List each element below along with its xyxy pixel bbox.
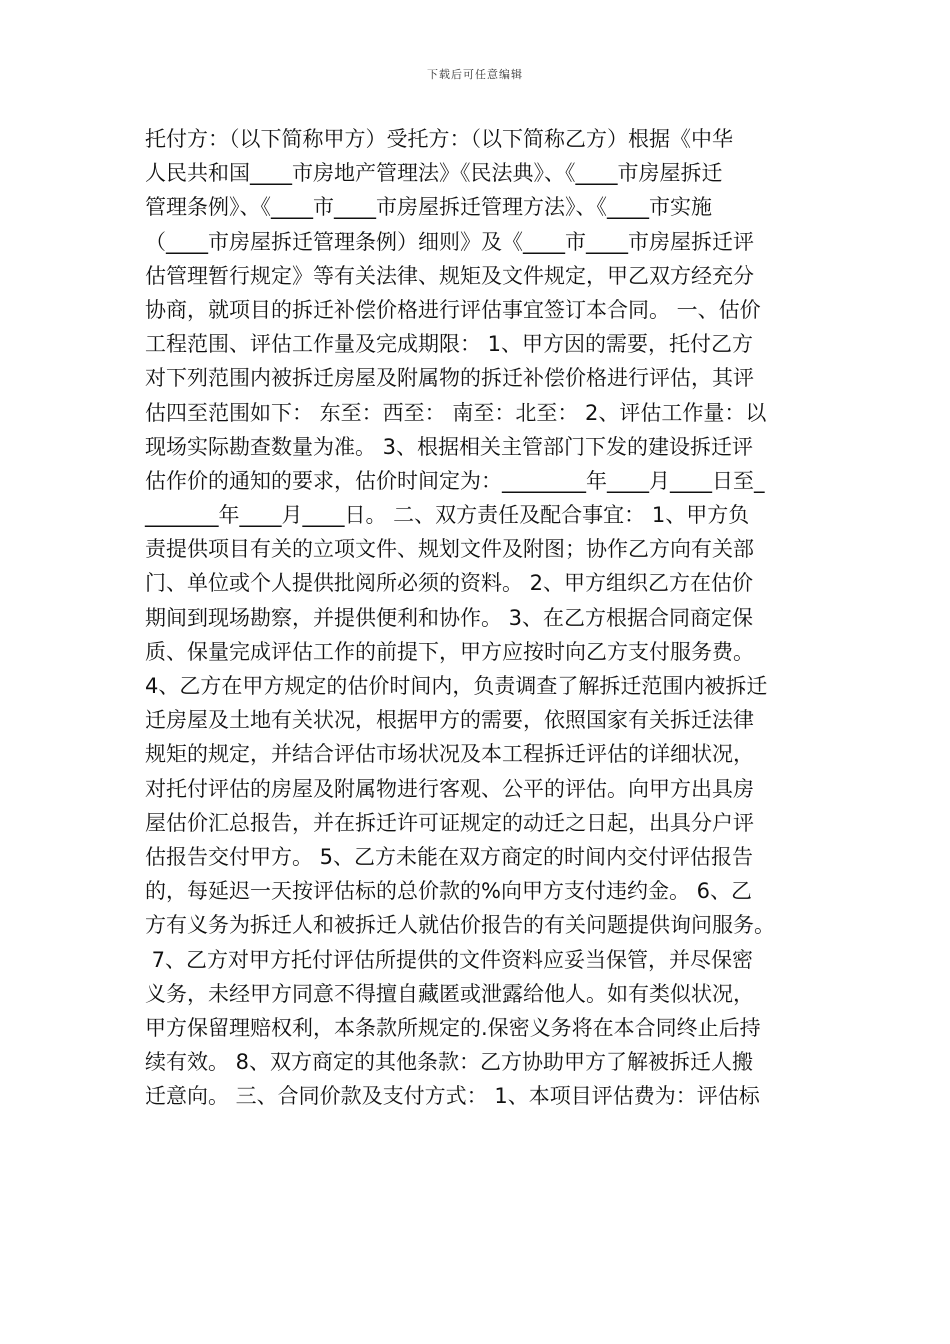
text-line: 对托付评估的房屋及附属物进行客观、公平的评估。向甲方出具房 bbox=[145, 776, 754, 801]
text-line: 7、乙方对甲方托付评估所提供的文件资料应妥当保管，并尽保密 bbox=[145, 947, 754, 972]
text-line: 估四至范围如下： 东至：西至： 南至：北至： 2、评估工作量：以 bbox=[145, 400, 767, 425]
text-line: 估管理暂行规定》等有关法律、规矩及文件规定，甲乙双方经充分 bbox=[145, 263, 754, 288]
text-line: 迁房屋及土地有关状况，根据甲方的需要，依照国家有关拆迁法律 bbox=[145, 708, 754, 733]
text-line: 工程范围、评估工作量及完成期限： 1、甲方因的需要，托付乙方 bbox=[145, 332, 754, 357]
document-body bbox=[145, 122, 805, 1113]
text-line: 甲方保留理赔权利，本条款所规定的.保密义务将在本合同终止后持 bbox=[145, 1015, 761, 1040]
text-line: 续有效。 8、双方商定的其他条款：乙方协助甲方了解被拆迁人搬 bbox=[145, 1050, 754, 1075]
text-line: （____市房屋拆迁管理条例）细则》及《____市____市房屋拆迁评 bbox=[145, 229, 754, 254]
text-line: 方有义务为拆迁人和被拆迁人就估价报告的有关问题提供询问服务。 bbox=[145, 913, 775, 938]
text-line: 迁意向。 三、合同价款及支付方式： 1、本项目评估费为：评估标 bbox=[145, 1084, 760, 1109]
text-line: 4、乙方在甲方规定的估价时间内，负责调查了解拆迁范围内被拆迁 bbox=[145, 674, 768, 698]
text-line: 估作价的通知的要求，估价时间定为：________年____月____日至_ bbox=[145, 468, 765, 493]
text-line: 期间到现场勘察，并提供便利和协作。 3、在乙方根据合同商定保 bbox=[145, 605, 754, 630]
page-header: 下载后可任意编辑 bbox=[427, 68, 523, 81]
text-line: 门、单位或个人提供批阅所必须的资料。 2、甲方组织乙方在估价 bbox=[145, 571, 754, 596]
text-line: 估报告交付甲方。 5、乙方未能在双方商定的时间内交付评估报告 bbox=[145, 844, 754, 869]
text-line: _______年____月____日。 二、双方责任及配合事宜： 1、甲方负 bbox=[145, 503, 750, 528]
text-line: 的，每延迟一天按评估标的总价款的%向甲方支付违约金。 6、乙 bbox=[145, 879, 752, 904]
text-line: 责提供项目有关的立项文件、规划文件及附图；协作乙方向有关部 bbox=[145, 537, 754, 562]
text-line: 屋估价汇总报告，并在拆迁许可证规定的动迁之日起，出具分户评 bbox=[145, 810, 754, 835]
text-line: 质、保量完成评估工作的前提下，甲方应按时向乙方支付服务费。 bbox=[145, 639, 754, 664]
text-line: 协商，就项目的拆迁补偿价格进行评估事宜签订本合同。 一、估价 bbox=[145, 297, 761, 322]
text-line: 现场实际勘查数量为准。 3、根据相关主管部门下发的建设拆迁评 bbox=[145, 434, 754, 459]
text-line: 对下列范围内被拆迁房屋及附属物的拆迁补偿价格进行评估，其评 bbox=[145, 366, 754, 391]
text-line: 人民共和国____市房地产管理法》《民法典》、《____市房屋拆迁 bbox=[145, 161, 723, 186]
text-line: 管理条例》、《____市____市房屋拆迁管理方法》、《____市实施 bbox=[145, 195, 712, 220]
text-line: 义务，未经甲方同意不得擅自藏匿或泄露给他人。如有类似状况， bbox=[145, 981, 754, 1006]
text-line: 托付方：（以下简称甲方）受托方：（以下简称乙方）根据《中华 bbox=[145, 127, 733, 151]
text-line: 规矩的规定，并结合评估市场状况及本工程拆迁评估的详细状况， bbox=[145, 742, 754, 767]
